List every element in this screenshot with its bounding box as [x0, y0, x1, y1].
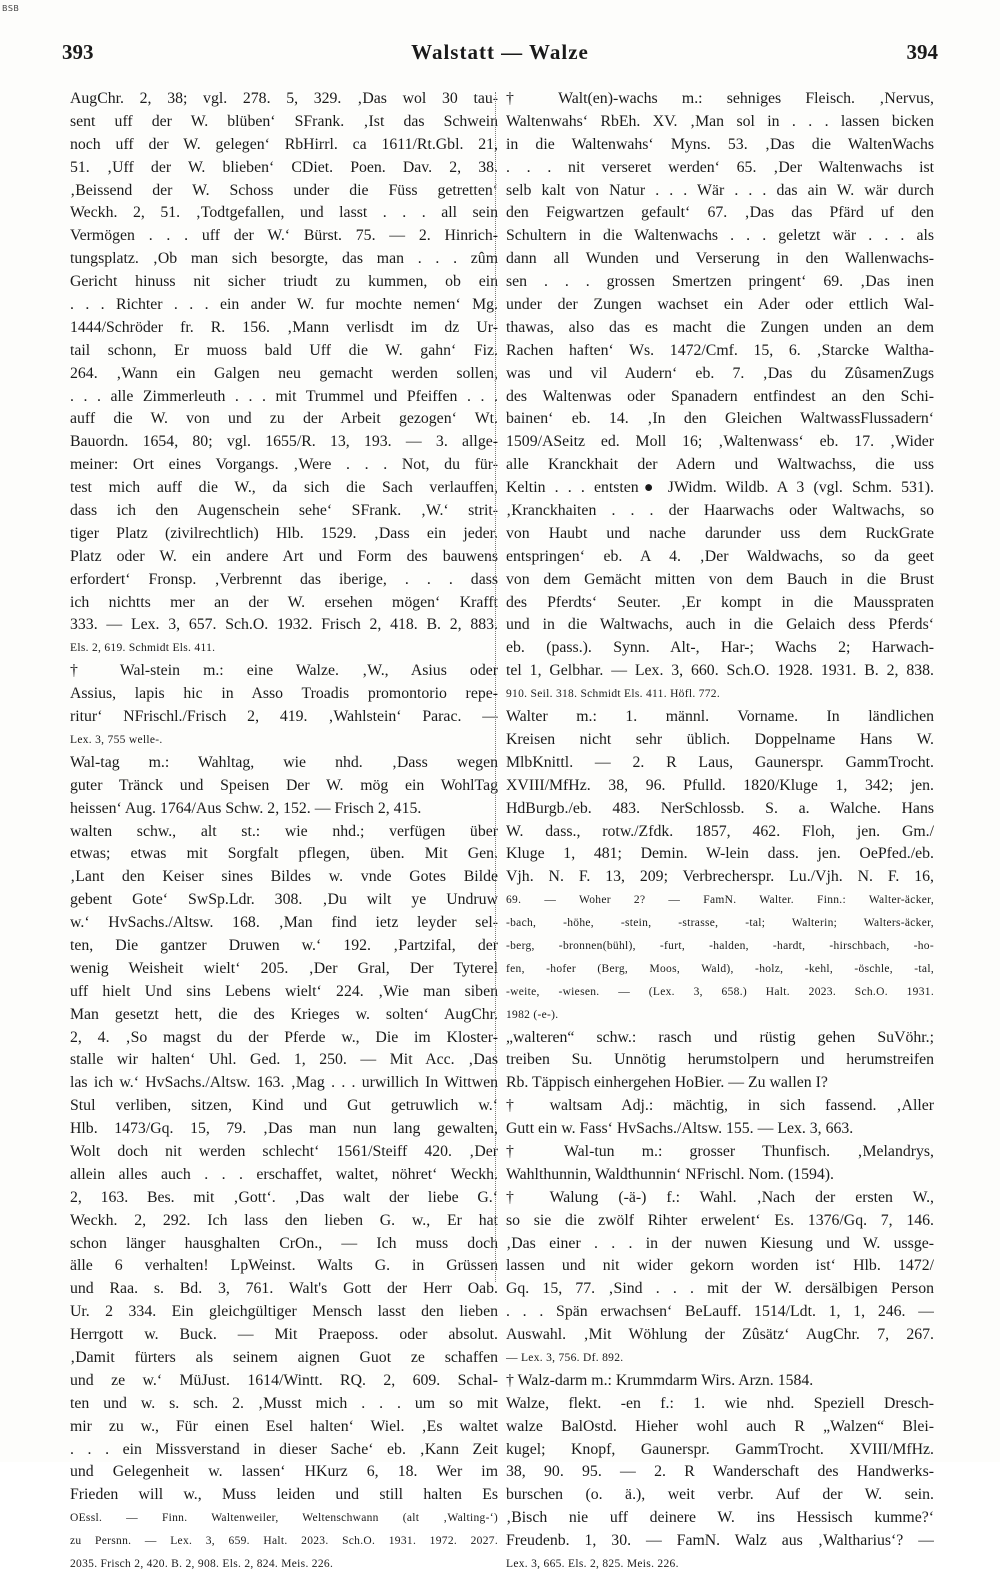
- text-line: ‚Das einer . . . in der nuwen Kiesung und W. ussge-: [506, 1234, 934, 1252]
- text-line: Rb. Täppisch einhergehen HoBier. — Zu wallen I?: [506, 1074, 828, 1092]
- text-line: ten, Die gantzer Druwen w.‘ 192. ‚Partzifal, der: [70, 936, 498, 954]
- text-line: uff hielt Und sins Lebens wielt‘ 224. ‚Wie man siben: [70, 982, 498, 1000]
- text-line: 1982 (-e-).: [506, 1008, 559, 1021]
- text-line: wenig Weisheit wielt‘ 205. ‚Der Gral, Der Tyterel: [70, 959, 498, 977]
- text-line: † Walt(en)-wachs m.: sehniges Fleisch. ‚Nervus,: [506, 90, 934, 107]
- text-line: -bach, -höhe, -stein, -strasse, -tal; Walterin; Walters-äcker,: [506, 917, 934, 930]
- text-line: Ur. 2 334. Ein gleichgültiger Mensch lasst den lieben: [70, 1303, 498, 1321]
- text-line: sent uff der W. blüben‘ SFrank. ‚Ist das Schwein: [70, 112, 498, 130]
- text-line: ten und w. s. sch. 2. ‚Musst mich . . . um so mit: [70, 1394, 498, 1412]
- text-line: 2, 163. Bes. mit ‚Gott‘. ‚Das walt der liebe G.‘: [70, 1188, 498, 1206]
- text-line: . . . Richter . . . ein ander W. fur mochte nemen‘ Mg.: [70, 296, 498, 314]
- text-line: . . . nit verseret werden‘ 65. ‚Der Waltenwachs ist: [506, 158, 934, 176]
- text-line: guter Tränck und Speisen Der W. mög ein WohlTag: [70, 776, 498, 794]
- text-line: fen, -hofer (Berg, Moos, Wald), -holz, -kehl, -öschle, -tal,: [506, 962, 934, 975]
- text-line: Assius, lapis hic in Asso Troadis promontorio repe-: [70, 685, 498, 703]
- text-line: OEssl. — Finn. Waltenweiler, Weltenschwann (alt ‚Walting-‘): [70, 1512, 498, 1525]
- text-line: so sie die zwölf Rihter erwelent‘ Es. 1376/Gq. 7, 146.: [506, 1211, 934, 1229]
- text-line: meiner: Ort eines Vorgangs. ‚Were . . . Not, du für-: [70, 456, 498, 474]
- text-line: XVIII/MfHz. 38, 96. Pfulld. 1820/Kluge 1, 342; jen.: [506, 776, 934, 794]
- text-line: Platz oder W. ein andere Art und Form des bauwens: [70, 547, 498, 565]
- text-line: -berg, -bronnen(bühl), -furt, -halden, -hardt, -hirschbach, -ho-: [506, 939, 934, 952]
- text-line: ich nichtts mer an der W. ersehen mögen‘ Krafft: [70, 593, 498, 611]
- text-line: Gq. 15, 77. ‚Sind . . . mit der W. dersälbigen Person: [506, 1280, 934, 1298]
- text-line: noch uff der W. gelegen‘ RbHirrl. ca 1611/Rt.Gbl. 21,: [70, 135, 498, 153]
- text-line: Kreisen nicht sehr üblich. Doppelname Hans W.: [506, 730, 934, 748]
- text-line: † Walung (-ä-) f.: Wahl. ‚Nach der ersten W.,: [506, 1188, 934, 1206]
- text-line: Wahlthunnin, Waldthunnin‘ NFrischl. Nom. (1594).: [506, 1165, 834, 1183]
- text-line: gebent Gote‘ SwSp.Ldr. 308. ‚Du wilt ye Undruw: [70, 891, 498, 909]
- text-line: — Lex. 3, 756. Df. 892.: [506, 1351, 624, 1364]
- text-line: ritur‘ NFrischl./Frisch 2, 419. ‚Wahlstein‘ Parac. —: [70, 708, 498, 726]
- text-line: 38, 90. 95. — 2. R Wanderschaft des Handwerks-: [506, 1463, 934, 1481]
- text-line: von Haubt und nache darunder uss dem RuckGrate: [506, 524, 934, 542]
- text-line: stalle wir halten‘ Uhl. Ged. 1, 250. — Mit Acc. ‚Das: [70, 1051, 498, 1069]
- text-line: Man gesetzt hett, die des Krieges w. solten‘ AugChr.: [70, 1005, 498, 1023]
- left-column: [70, 88, 498, 1576]
- text-line: burschen (o. ä.), weit verbr. Auf der W. sein.: [506, 1486, 934, 1504]
- text-line: walten schw., alt st.: wie nhd.; verfügen über: [70, 822, 498, 840]
- text-line: las ich w.‘ HvSachs./Altsw. 163. ‚Mag . . . urwillich In Wittwen: [70, 1074, 498, 1092]
- text-line: under der Zungen wachset ein Ader oder ettlich Wal-: [506, 296, 934, 314]
- text-line: des Pferdts‘ Seuter. ‚Er kompt in die Mausspraten: [506, 593, 934, 611]
- text-line: und in die Waltwachs, auch in die Gelaich dess Pferds‘: [506, 616, 934, 634]
- text-line: w.‘ HvSachs./Altsw. 168. ‚Man find ietz leyder sel-: [70, 914, 498, 932]
- text-line: Stul verliben, sitzen, Kind und Gut getruwlich w.‘: [70, 1097, 498, 1115]
- text-line: Freudenb. 1, 30. — FamN. Walz aus ‚Waltharius‘? —: [506, 1532, 934, 1550]
- page-header: [62, 40, 938, 70]
- text-line: Vermögen . . . uff der W.‘ Bürst. 75. — 2. Hinrich-: [70, 227, 498, 245]
- text-line: 69. — Woher 2? — FamN. Walter. Finn.: Walter-äcker,: [506, 894, 934, 907]
- text-line: tungsplatz. ‚Ob man sich besorgte, das man . . . zûm: [70, 250, 498, 268]
- text-line: Wal-tag m.: Wahltag, wie nhd. ‚Dass wegen: [70, 753, 498, 771]
- text-line: 333. — Lex. 3, 657. Sch.O. 1932. Frisch 2, 418. B. 2, 883.: [70, 616, 498, 634]
- text-line: Gericht hinuss nit sicher triudt zu kummen, ob ein: [70, 273, 498, 291]
- text-line: was und vil Audern‘ eb. 7. ‚Das du ZûsamenZugs: [506, 364, 934, 382]
- text-line: Wolt doch nit werden schlecht‘ 1561/Steiff 420. ‚Der: [70, 1142, 498, 1160]
- text-line: 2, 4. ‚So magst du der Pferde w., Die im Kloster-: [70, 1028, 498, 1046]
- text-line: ‚Damit fürters als seinem aignen Guot ze schaffen: [70, 1348, 498, 1366]
- text-line: 910. Seil. 318. Schmidt Els. 411. Höfl. 772.: [506, 688, 721, 701]
- text-line: dann all Wunden und Verserung in den Wallenwachs-: [506, 250, 934, 268]
- text-line: sen . . . grossen Smertzen pringent‘ 69. ‚Das inen: [506, 273, 934, 291]
- text-line: schon länger hausghalten CrOn., — Ich muss doch: [70, 1234, 498, 1252]
- text-line: Hlb. 1473/Gq. 15, 79. ‚Das man nun lang gewalten,: [70, 1120, 498, 1138]
- text-line: † Wal-stein m.: eine Walze. ‚W., Asius oder: [70, 662, 498, 680]
- text-line: † Wal-tun m.: grosser Thunfisch. ‚Melandrys,: [506, 1142, 934, 1160]
- text-line: 2035. Frisch 2, 420. B. 2, 908. Els. 2, 824. Meis. 226.: [70, 1558, 334, 1570]
- text-line: etwas; etwas mit Sorgfalt pflegen, üben. Mit Gen.: [70, 845, 498, 863]
- text-line: älle 6 verhalten! LpWeinst. Walts G. in Grüssen: [70, 1257, 498, 1275]
- text-line: zu Persnn. — Lex. 3, 659. Halt. 2023. Sch.O. 1931. 1972. 2027.: [70, 1535, 498, 1548]
- text-line: erfordert‘ Fronsp. ‚Verbrennt das iberige, . . . dass: [70, 570, 498, 588]
- text-line: tel 1, Gelbhar. — Lex. 3, 660. Sch.O. 1928. 1931. B. 2, 838.: [506, 662, 934, 680]
- text-line: allein alles auch . . . erschaffet, waltet, nöhret‘ Weckh.: [70, 1165, 498, 1183]
- text-line: Frieden will w., Muss leiden und still halten Es: [70, 1486, 498, 1504]
- text-line: 1509/ASeitz ed. Moll 16; ‚Waltenwass‘ eb. 17. ‚Wider: [506, 433, 934, 451]
- text-line: Vjh. N. F. 13, 209; Verbrecherspr. Lu./Vjh. N. F. 16,: [506, 868, 934, 886]
- text-line: treiben Su. Unnötig herumstolpern und herumstreifen: [506, 1051, 934, 1069]
- text-line: selb kalt von Natur . . . Wär . . . das ain W. wär durch: [506, 181, 934, 199]
- text-line: walze BalOstd. Hieher wohl auch R „Walzen“ Blei-: [506, 1417, 934, 1435]
- text-line: heissen‘ Aug. 1764/Aus Schw. 2, 152. — Frisch 2, 415.: [70, 799, 422, 817]
- text-line: W. dass., rotw./Zfdk. 1857, 462. Floh, jen. Gm./: [506, 822, 934, 840]
- running-title: Walstatt — Walze: [411, 40, 589, 64]
- text-line: Walze, flekt. -en f.: 1. wie nhd. Speziell Dresch-: [506, 1394, 934, 1412]
- text-line: ‚Beissend der W. Schoss under die Füss getretten‘: [70, 181, 498, 199]
- text-line: von dem Gemächt mitten von dem Bauch in die Brust: [506, 570, 934, 588]
- page-number-left: 393: [62, 40, 94, 64]
- text-line: † waltsam Adj.: mächtig, in sich fassend. ‚Aller: [506, 1097, 934, 1115]
- text-line: test mich auff die W., da sich die Sach verlauffen,: [70, 479, 498, 497]
- text-line: ‚Kranckhaiten . . . der Haarwachs oder Waltwachs, so: [506, 502, 934, 520]
- text-line: entspringen‘ eb. A 4. ‚Der Waldwachs, so da geet: [506, 547, 934, 565]
- text-line: AugChr. 2, 38; vgl. 278. 5, 329. ‚Das wol 30 tau-: [70, 90, 498, 107]
- text-line: Bauordn. 1654, 80; vgl. 1655/R. 13, 193. — 3. allge-: [70, 433, 498, 451]
- text-line: Waltenwahs‘ RbEh. XV. ‚Man sol in . . . lassen bicken: [506, 112, 934, 130]
- library-stamp: BSB: [2, 4, 20, 13]
- text-line: alle Kranckhait der Adern und Waltwachss, die uss: [506, 456, 934, 474]
- text-line: und ze w.‘ MüJust. 1614/Wintt. RQ. 2, 609. Schal-: [70, 1371, 498, 1389]
- text-line: dass ich den Augenschein sehe‘ SFrank. ‚W.‘ strit-: [70, 502, 498, 520]
- text-line: mir zu w., Für einen Esel halten‘ Wiel. ‚Es waltet: [70, 1417, 498, 1435]
- text-line: den Feigwartzen gefault‘ 67. ‚Das das Pfärd uf den: [506, 204, 934, 222]
- text-line: Keltin . . . entsten● JWidm. Wildb. A 3 (vgl. Schm. 531).: [506, 479, 934, 497]
- text-line: . . . alle Zimmerleuth . . . mit Trummel und Pfeiffen . . .: [70, 387, 498, 405]
- text-line: und Gelegenheit w. lassen‘ HKurz 6, 18. Wer im: [70, 1463, 498, 1481]
- text-line: 264. ‚Wann ein Galgen neu gemacht werden sollen,: [70, 364, 498, 382]
- text-line: Lex. 3, 755 welle-.: [70, 733, 163, 746]
- text-line: Weckh. 2, 51. ‚Todtgefallen, und lasst . . . all sein: [70, 204, 498, 222]
- page-number-right: 394: [906, 40, 938, 64]
- text-line: thawas, also das es macht die Zungen unden an dem: [506, 318, 934, 336]
- text-line: 51. ‚Uff der W. blieben‘ CDiet. Poen. Dav. 2, 38.: [70, 158, 498, 176]
- text-line: ‚Bisch nie uff deinere W. ins Hessisch kumme?‘: [506, 1509, 934, 1527]
- text-line: und Raa. s. Bd. 3, 761. Walt's Gott der Herr Oab.: [70, 1280, 498, 1298]
- text-line: „walteren“ schw.: rasch und rüstig gehen SuVöhr.;: [506, 1028, 934, 1046]
- text-line: MlbKnittl. — 2. R Laus, Gaunerspr. GammTrocht.: [506, 753, 934, 771]
- text-line: Rachen haften‘ Ws. 1472/Cmf. 15, 6. ‚Starcke Waltha-: [506, 341, 934, 359]
- text-line: lassen und nit wider gekorn worden ist‘ Hlb. 1472/: [506, 1257, 934, 1275]
- text-line: des Waltenwas oder Spanadern entfindest an den Schi-: [506, 387, 934, 405]
- text-line: 1444/Schröder fr. R. 156. ‚Mann verlisdt im dz Ur-: [70, 318, 498, 336]
- text-line: Gutt ein w. Fass‘ HvSachs./Altsw. 155. — Lex. 3, 663.: [506, 1120, 854, 1138]
- text-line: † Walz-darm m.: Krummdarm Wirs. Arzn. 1584.: [506, 1371, 814, 1389]
- column-divider: [495, 92, 496, 1282]
- text-line: kugel; Knopf, Gaunerspr. GammTrocht. XVIII/MfHz.: [506, 1440, 934, 1458]
- text-line: Lex. 3, 665. Els. 2, 825. Meis. 226.: [506, 1558, 679, 1570]
- text-line: ‚Lant den Keiser sines Bildes w. vnde Gotes Bilde: [70, 868, 498, 886]
- text-line: Auswahl. ‚Mit Wöhlung der Zûsätz‘ AugChr. 7, 267.: [506, 1326, 934, 1344]
- right-column: [506, 88, 934, 1576]
- text-line: Weckh. 2, 292. Ich lass den lieben G. w., Er hat: [70, 1211, 498, 1229]
- text-line: in die Waltenwahs‘ Myns. 53. ‚Das die WaltenWachs: [506, 135, 934, 153]
- text-line: . . . ein Missverstand in dieser Sache‘ eb. ‚Kann Zeit: [70, 1440, 498, 1458]
- text-line: tail schonn, Er muoss bald Uff die W. gahn‘ Fiz.: [70, 341, 498, 359]
- text-line: Kluge 1, 481; Demin. W-lein dass. jen. OePfed./eb.: [506, 845, 934, 863]
- text-line: HdBurgb./eb. 483. NerSchlossb. S. a. Walche. Hans: [506, 799, 934, 817]
- text-line: Schultern in die Waltenwachs . . . geletzt wär . . . als: [506, 227, 934, 245]
- text-line: Els. 2, 619. Schmidt Els. 411.: [70, 642, 216, 655]
- text-line: -weite, -wiesen. — (Lex. 3, 658.) Halt. 2023. Sch.O. 1931.: [506, 985, 934, 998]
- text-line: Herrgott w. Buck. — Mit Praeposs. oder absolut.: [70, 1326, 498, 1344]
- text-line: bainen‘ eb. 14. ‚In den Gleichen WaltwassFlussadern‘: [506, 410, 934, 428]
- text-line: auff die W. von und zu der Arbeit gezogen‘ Wt.: [70, 410, 498, 428]
- text-line: . . . Spän erwachsen‘ BeLauff. 1514/Ldt. 1, 1, 246. —: [506, 1303, 934, 1321]
- text-line: eb. (pass.). Synn. Alt-, Har-; Wachs 2; Harwach-: [506, 639, 934, 657]
- text-line: Walter m.: 1. männl. Vorname. In ländlichen: [506, 708, 934, 726]
- text-line: tiger Platz (zivilrechtlich) Hlb. 1529. ‚Dass ein jeder.: [70, 524, 498, 542]
